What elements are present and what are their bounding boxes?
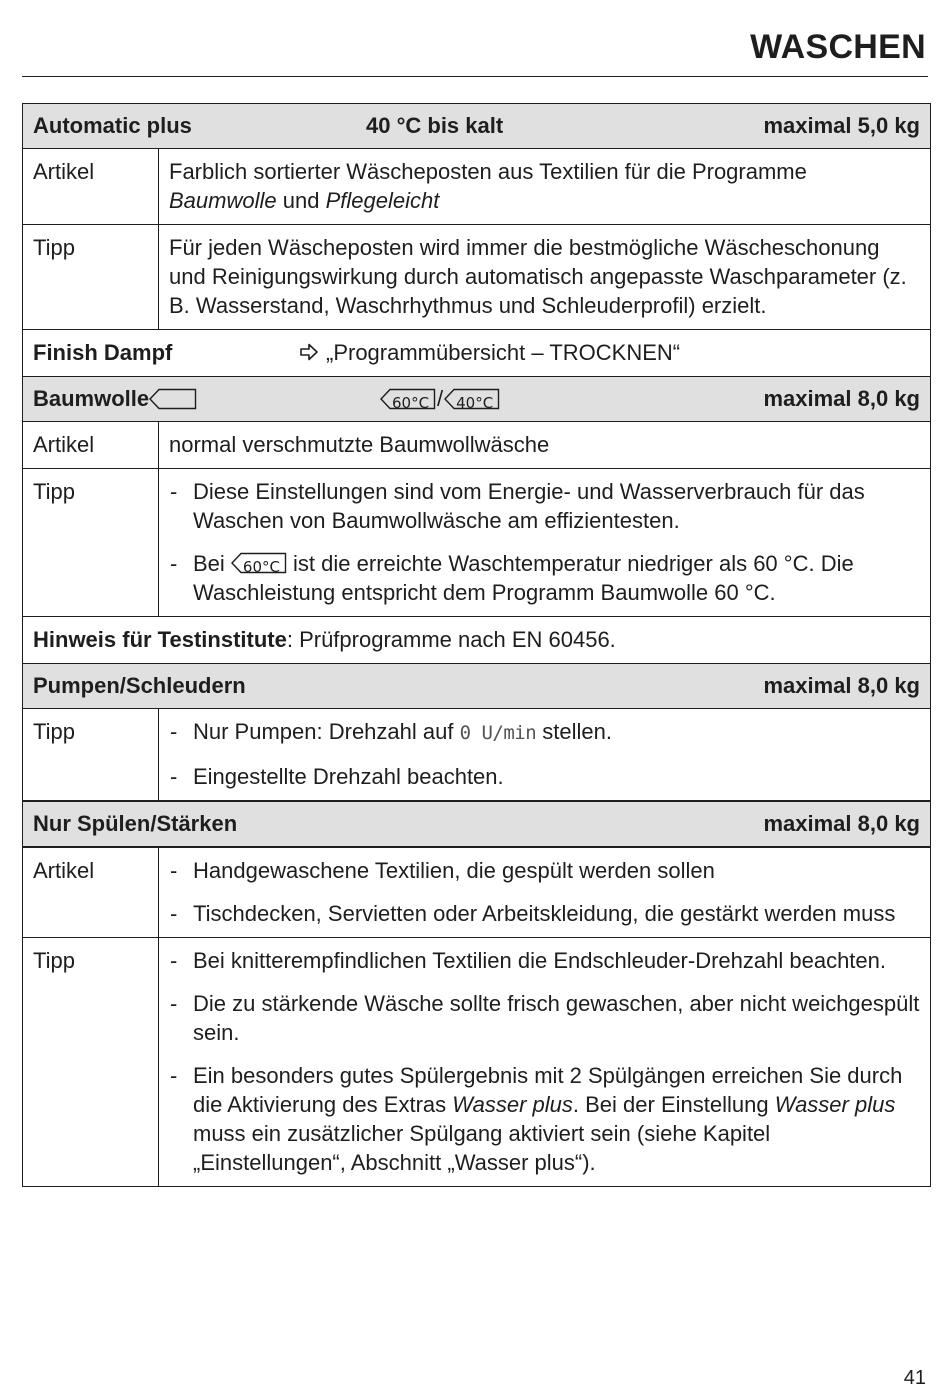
table-row: [23, 225, 931, 330]
table-row: [23, 422, 931, 469]
list-item: - Bei knitterempfindlichen Textilien die Endschleuder-Drehzahl beachten.: [169, 946, 920, 975]
list-item: - Diese Einstellungen sind vom Energie- und Wasserverbrauch für das Waschen von Baumwollwäsche am effizientesten.: [169, 477, 920, 535]
list-item: - Handgewaschene Textilien, die gespült werden sollen: [169, 856, 920, 885]
program-max-load: maximal 8,0 kg: [763, 673, 920, 698]
eco-tag-40: 40°C: [444, 388, 500, 410]
artikel-text: Farblich sortierter Wäscheposten aus Textilien für die Programme: [169, 159, 807, 184]
eco-tag-60: 60°C: [231, 552, 287, 574]
program-max-load: maximal 8,0 kg: [763, 386, 920, 411]
row-content: [159, 149, 931, 225]
eco-tag-60: 60°C: [380, 388, 436, 410]
title-divider: [22, 76, 928, 77]
tipp-list: [169, 946, 920, 1177]
list-item: - Eingestellte Drehzahl beachten.: [169, 762, 920, 791]
program-reference: Pflegeleicht: [325, 188, 440, 213]
row-label: Artikel: [23, 149, 159, 225]
program-name: Finish Dampf: [33, 340, 173, 365]
list-item: - Nur Pumpen: Drehzahl auf 0 U/min stellen.: [169, 717, 920, 748]
display-value: 0 U/min: [459, 722, 537, 744]
tipp-list: [169, 717, 920, 791]
row-label: Tipp: [23, 709, 159, 802]
program-row-finish-dampf: [23, 330, 931, 377]
extra-reference: Wasser plus: [774, 1092, 896, 1117]
list-item: - Die zu stärkende Wäsche sollte frisch gewaschen, aber nicht weichgespült sein.: [169, 989, 920, 1047]
row-label: Tipp: [23, 225, 159, 330]
program-name: Pumpen/Schleudern: [33, 673, 246, 698]
conjunction-text: und: [282, 188, 320, 213]
program-temperature: 40 °C bis kalt: [366, 113, 504, 138]
section-title: WASCHEN: [750, 28, 926, 66]
program-header-pumpen: [23, 664, 931, 709]
table-row: [23, 938, 931, 1187]
cross-reference: „Programmübersicht – TROCKNEN“: [326, 340, 681, 365]
program-name: Baumwolle: [33, 386, 150, 411]
program-name: Nur Spülen/Stärken: [33, 811, 238, 836]
table-row: [23, 709, 931, 802]
row-content: [159, 469, 931, 617]
artikel-list: [169, 856, 920, 928]
program-header-spuelen: [23, 801, 931, 847]
row-label: Tipp: [23, 938, 159, 1187]
row-content: [159, 709, 931, 802]
eco-temperature-group: [380, 384, 500, 413]
program-reference: Baumwolle: [169, 188, 277, 213]
eco-tag-icon: [149, 388, 197, 410]
table-row: [23, 149, 931, 225]
table-row: [23, 847, 931, 938]
hinweis-text: : Prüfprogramme nach EN 60456.: [286, 627, 616, 652]
row-content: normal verschmutzte Baumwollwäsche: [159, 422, 931, 469]
row-content: [159, 847, 931, 938]
program-name: Automatic plus: [33, 113, 192, 138]
hinweis-row: [23, 617, 931, 664]
row-label: Artikel: [23, 422, 159, 469]
list-item: - Tischdecken, Servietten oder Arbeitskleidung, die gestärkt werden muss: [169, 899, 920, 928]
row-content: [159, 938, 931, 1187]
tipp-list: [169, 477, 920, 607]
row-label: Artikel: [23, 847, 159, 938]
page-number: 41: [903, 1367, 926, 1389]
tipp-text: Für jeden Wäscheposten wird immer die bestmögliche Wäscheschonung und Reinigungswirkung durch automatisch angepasste Waschparameter (z. B. Wasserstand, Waschrhythmus und Schleuderprofil) erzielt.: [169, 235, 907, 318]
program-max-load: maximal 5,0 kg: [763, 113, 920, 138]
hinweis-label: Hinweis für Testinstitute: [33, 627, 287, 652]
row-content: [159, 225, 931, 330]
row-label: Tipp: [23, 469, 159, 617]
arrow-right-icon: [298, 342, 320, 362]
program-header-baumwolle: [23, 377, 931, 422]
table-row: [23, 469, 931, 617]
extra-reference: Wasser plus: [452, 1092, 573, 1117]
program-table: [22, 103, 931, 1187]
program-header-automatic-plus: [23, 104, 931, 149]
program-max-load: maximal 8,0 kg: [763, 811, 920, 836]
separator: /: [437, 386, 444, 411]
list-item: - Ein besonders gutes Spülergebnis mit 2 Spülgängen erreichen Sie durch die Aktivierung des Extras Wasser plus. Bei der Einstellung Wasser plus muss ein zusätzlicher Spülgang aktiviert sein (siehe Kapitel „Einstellungen“, Abschnitt „Wasser plus“).: [169, 1061, 920, 1177]
list-item: - Bei 60°C ist die erreichte Waschtemperatur niedriger als 60 °C. Die Waschleistung entspricht dem Programm Baumwolle 60 °C.: [169, 549, 920, 607]
